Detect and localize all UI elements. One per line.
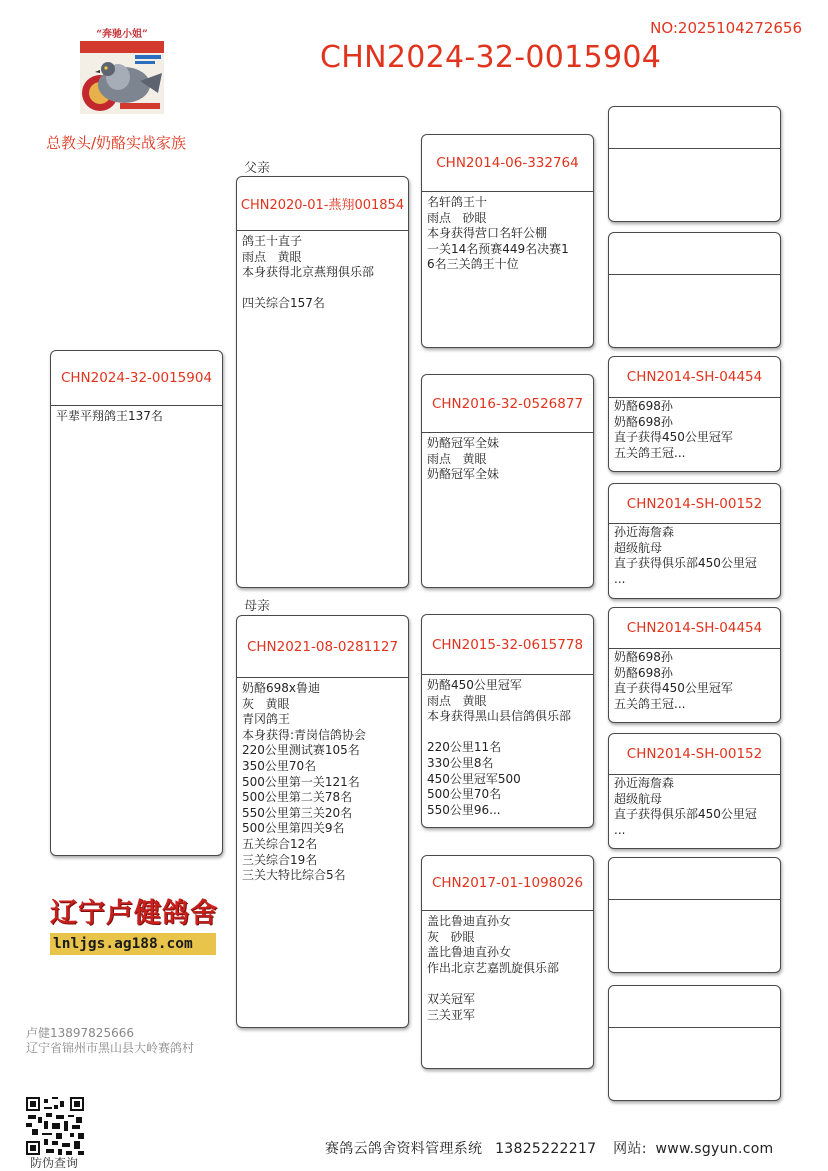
great-grandparent-notes: 奶酪698孙 奶酪698孙 直子获得450公里冠军 五关鸽王冠... xyxy=(614,399,733,460)
great-grandparent-notes xyxy=(609,275,780,278)
loft-phone: 卢健13897825666 xyxy=(26,1026,134,1040)
subject-ring: CHN2024-32-0015904 xyxy=(51,351,222,406)
mother-ring: CHN2021-08-0281127 xyxy=(237,616,408,678)
paternal-grandmother-notes: 奶酪冠军全妹 雨点 黄眼 奶酪冠军全妹 xyxy=(427,436,500,482)
mother-card[interactable] xyxy=(236,615,409,1028)
qr-label: 防伪查询 xyxy=(30,1156,79,1170)
qr-code-icon xyxy=(26,1097,84,1155)
maternal-grandfather-notes: 奶酪450公里冠军 雨点 黄眼 本身获得黑山县信鸽俱乐部 220公里11名 330公里8名 450公里冠军500 500公里70名 550公里96... xyxy=(427,678,572,817)
great-grandparent-card[interactable] xyxy=(608,356,781,472)
father-ring: CHN2020-01-燕翔001854 xyxy=(237,177,408,231)
great-grandparent-ring xyxy=(609,986,780,1028)
paternal-grandmother-card[interactable] xyxy=(421,374,594,588)
logo-title: “奔驰小姐” xyxy=(96,29,148,40)
great-grandparent-card[interactable] xyxy=(608,985,781,1101)
father-label: 父亲 xyxy=(244,161,271,176)
loft-contact xyxy=(26,1026,194,1056)
great-grandparent-ring xyxy=(609,233,780,275)
paternal-grandmother-ring: CHN2016-32-0526877 xyxy=(422,375,593,433)
great-grandparent-card[interactable] xyxy=(608,733,781,849)
footer-site-link[interactable]: www.sgyun.com xyxy=(655,1141,774,1157)
great-grandparent-card[interactable] xyxy=(608,232,781,348)
father-card[interactable] xyxy=(236,176,409,588)
great-grandparent-notes: 奶酪698孙 奶酪698孙 直子获得450公里冠军 五关鸽王冠... xyxy=(614,650,733,711)
great-grandparent-notes xyxy=(609,149,780,152)
loft-name: 辽宁卢健鸽舍 xyxy=(50,898,218,929)
maternal-grandmother-notes: 盖比鲁迪直孙女 灰 砂眼 盖比鲁迪直孙女 作出北京艺嘉凯旋俱乐部 双关冠军 三关亚军 xyxy=(427,914,560,1022)
family-name: 总教头/奶酪实战家族 xyxy=(46,134,187,152)
mother-notes: 奶酪698x鲁迪 灰 黄眼 青冈鸽王 本身获得:青岗信鸽协会 220公里测试赛105名 350公里70名 500公里第一关121名 500公里第二关78名 550公里第三关20名 500公里第四关9名 五关综合12名 三关综合19名 三关大特比综合5名 xyxy=(242,681,367,883)
great-grandparent-card[interactable] xyxy=(608,607,781,723)
great-grandparent-notes xyxy=(609,1028,780,1031)
subject-notes: 平辈平翔鸽王137名 xyxy=(56,409,163,423)
great-grandparent-card[interactable] xyxy=(608,857,781,973)
paternal-grandfather-ring: CHN2014-06-332764 xyxy=(422,135,593,192)
record-number: NO:2025104272656 xyxy=(650,19,802,37)
loft-address: 辽宁省锦州市黑山县大岭赛鸽村 xyxy=(26,1041,195,1055)
great-grandparent-notes: 孙近海詹森 超级航母 直子获得俱乐部450公里冠 ... xyxy=(614,525,757,586)
footer-bar xyxy=(325,1138,774,1158)
great-grandparent-card[interactable] xyxy=(608,483,781,599)
loft-website: lnljgs.ag188.com xyxy=(50,933,216,955)
loft-stamp xyxy=(50,898,222,956)
pigeon-logo-image xyxy=(80,41,164,114)
maternal-grandmother-ring: CHN2017-01-1098026 xyxy=(422,856,593,911)
maternal-grandfather-card[interactable] xyxy=(421,614,594,828)
loft-logo xyxy=(80,28,164,114)
great-grandparent-ring: CHN2014-SH-04454 xyxy=(609,357,780,398)
footer-system-name: 赛鸽云鸽舍资料管理系统 xyxy=(325,1141,483,1157)
great-grandparent-ring xyxy=(609,107,780,149)
maternal-grandmother-card[interactable] xyxy=(421,855,594,1069)
great-grandparent-ring: CHN2014-SH-00152 xyxy=(609,734,780,775)
great-grandparent-card[interactable] xyxy=(608,106,781,222)
great-grandparent-ring: CHN2014-SH-00152 xyxy=(609,484,780,524)
great-grandparent-ring: CHN2014-SH-04454 xyxy=(609,608,780,649)
great-grandparent-ring xyxy=(609,858,780,900)
paternal-grandfather-card[interactable] xyxy=(421,134,594,348)
paternal-grandfather-notes: 名轩鸽王十 雨点 砂眼 本身获得营口名轩公棚 一关14名预赛449名决赛1 6名三关鸽王十位 xyxy=(427,195,569,272)
great-grandparent-notes xyxy=(609,900,780,903)
great-grandparent-notes: 孙近海詹森 超级航母 直子获得俱乐部450公里冠 ... xyxy=(614,776,757,837)
father-notes: 鸽王十直子 雨点 黄眼 本身获得北京燕翔俱乐部 四关综合157名 xyxy=(242,234,375,311)
mother-label: 母亲 xyxy=(244,599,271,614)
maternal-grandfather-ring: CHN2015-32-0615778 xyxy=(422,615,593,675)
footer-phone: 13825222217 xyxy=(495,1141,597,1157)
footer-site-label: 网站: xyxy=(613,1141,647,1157)
main-ring-title: CHN2024-32-0015904 xyxy=(320,40,662,75)
subject-card[interactable] xyxy=(50,350,223,856)
anti-fake-qr[interactable] xyxy=(26,1097,84,1155)
